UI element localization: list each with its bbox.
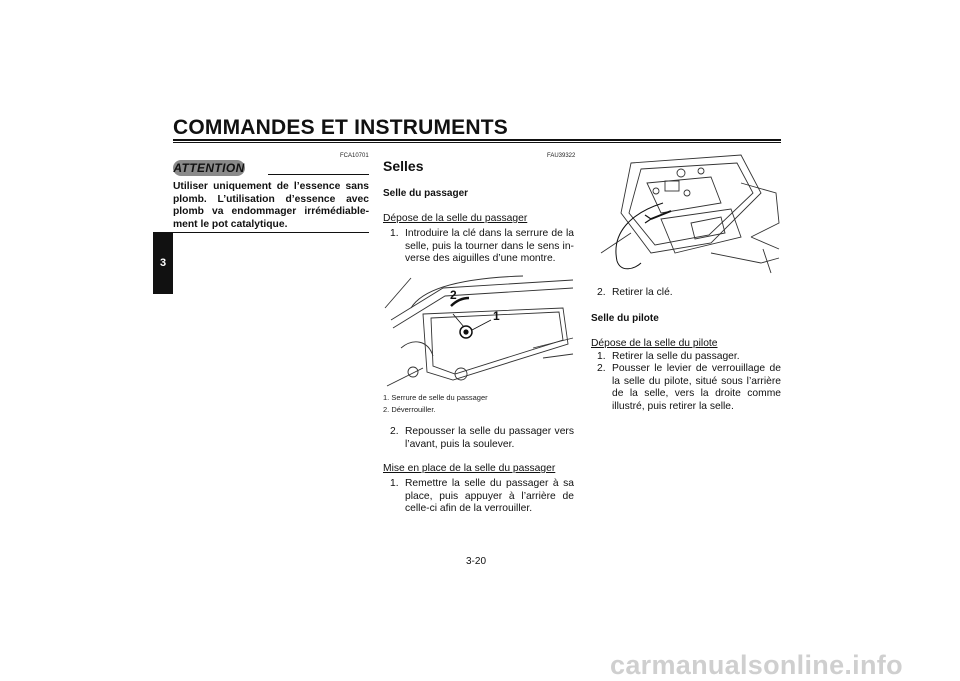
figure-label-2: 2: [450, 288, 457, 302]
figure-caption-1: 1. Serrure de selle du passager: [383, 393, 488, 402]
attention-badge: ATTENTION: [173, 161, 245, 175]
page-title: COMMANDES ET INSTRUMENTS: [173, 116, 508, 139]
attention-code: FCA10701: [340, 153, 369, 159]
step-number: 2.: [597, 287, 606, 298]
step-text: Retirer la clé.: [612, 287, 673, 298]
passenger-seat-lock-illustration: [383, 268, 575, 390]
attention-rule: [268, 174, 369, 175]
figure-caption-2: 2. Déverrouiller.: [383, 405, 436, 414]
header-rule: [173, 139, 781, 141]
section-title: Selles: [383, 158, 424, 174]
passenger-removal-heading: Dépose de la selle du passager: [383, 213, 528, 224]
step-text: Remettre la selle du passager à sa place, puis appuyer à l’arrière de celle-ci afin de la verrouiller.: [405, 478, 574, 514]
step-number: 1.: [390, 478, 399, 489]
header-rule-thin: [173, 142, 781, 143]
passenger-install-step-2: [597, 287, 781, 300]
step-text: Repousser la selle du passager vers l’avant, puis la soulever.: [405, 426, 574, 450]
passenger-install-step-1: [390, 478, 574, 516]
step-text: Introduire la clé dans la serrure de la selle, puis la tourner dans le sens in-verse des aiguilles d’une montre.: [405, 228, 574, 264]
passenger-removal-step-2: [390, 426, 574, 451]
seat-removal-illustration: [591, 153, 781, 278]
chapter-tab: 3: [153, 232, 173, 294]
attention-text: Utiliser uniquement de l’essence sans plomb. L’utilisation d’essence avec plomb va endommager irrémédiable-ment le pot catalytique.: [173, 181, 369, 230]
section-code: FAU39322: [547, 153, 576, 159]
passenger-removal-step-1: [390, 228, 574, 266]
step-number: 1.: [390, 228, 399, 239]
step-number: 2.: [597, 363, 606, 374]
passenger-seat-heading: Selle du passager: [383, 188, 469, 199]
pilot-seat-heading: Selle du pilote: [591, 313, 659, 324]
step-number: 2.: [390, 426, 399, 437]
attention-bottom-rule: [173, 232, 369, 233]
step-text: Retirer la selle du passager.: [612, 351, 740, 362]
page-number: 3-20: [466, 556, 487, 567]
step-number: 1.: [597, 351, 606, 362]
figure-label-1: 1: [493, 309, 500, 323]
pilot-removal-step-2: [597, 363, 781, 413]
watermark: carmanualsonline.info: [610, 650, 903, 680]
passenger-install-heading: Mise en place de la selle du passager: [383, 463, 556, 474]
step-text: Pousser le levier de verrouillage de la selle du pilote, situé sous l’arrière de la selle, vers la droite comme illustré, puis retirer la selle.: [612, 363, 781, 412]
pilot-removal-heading: Dépose de la selle du pilote: [591, 338, 718, 349]
pilot-removal-step-1: [597, 351, 781, 364]
